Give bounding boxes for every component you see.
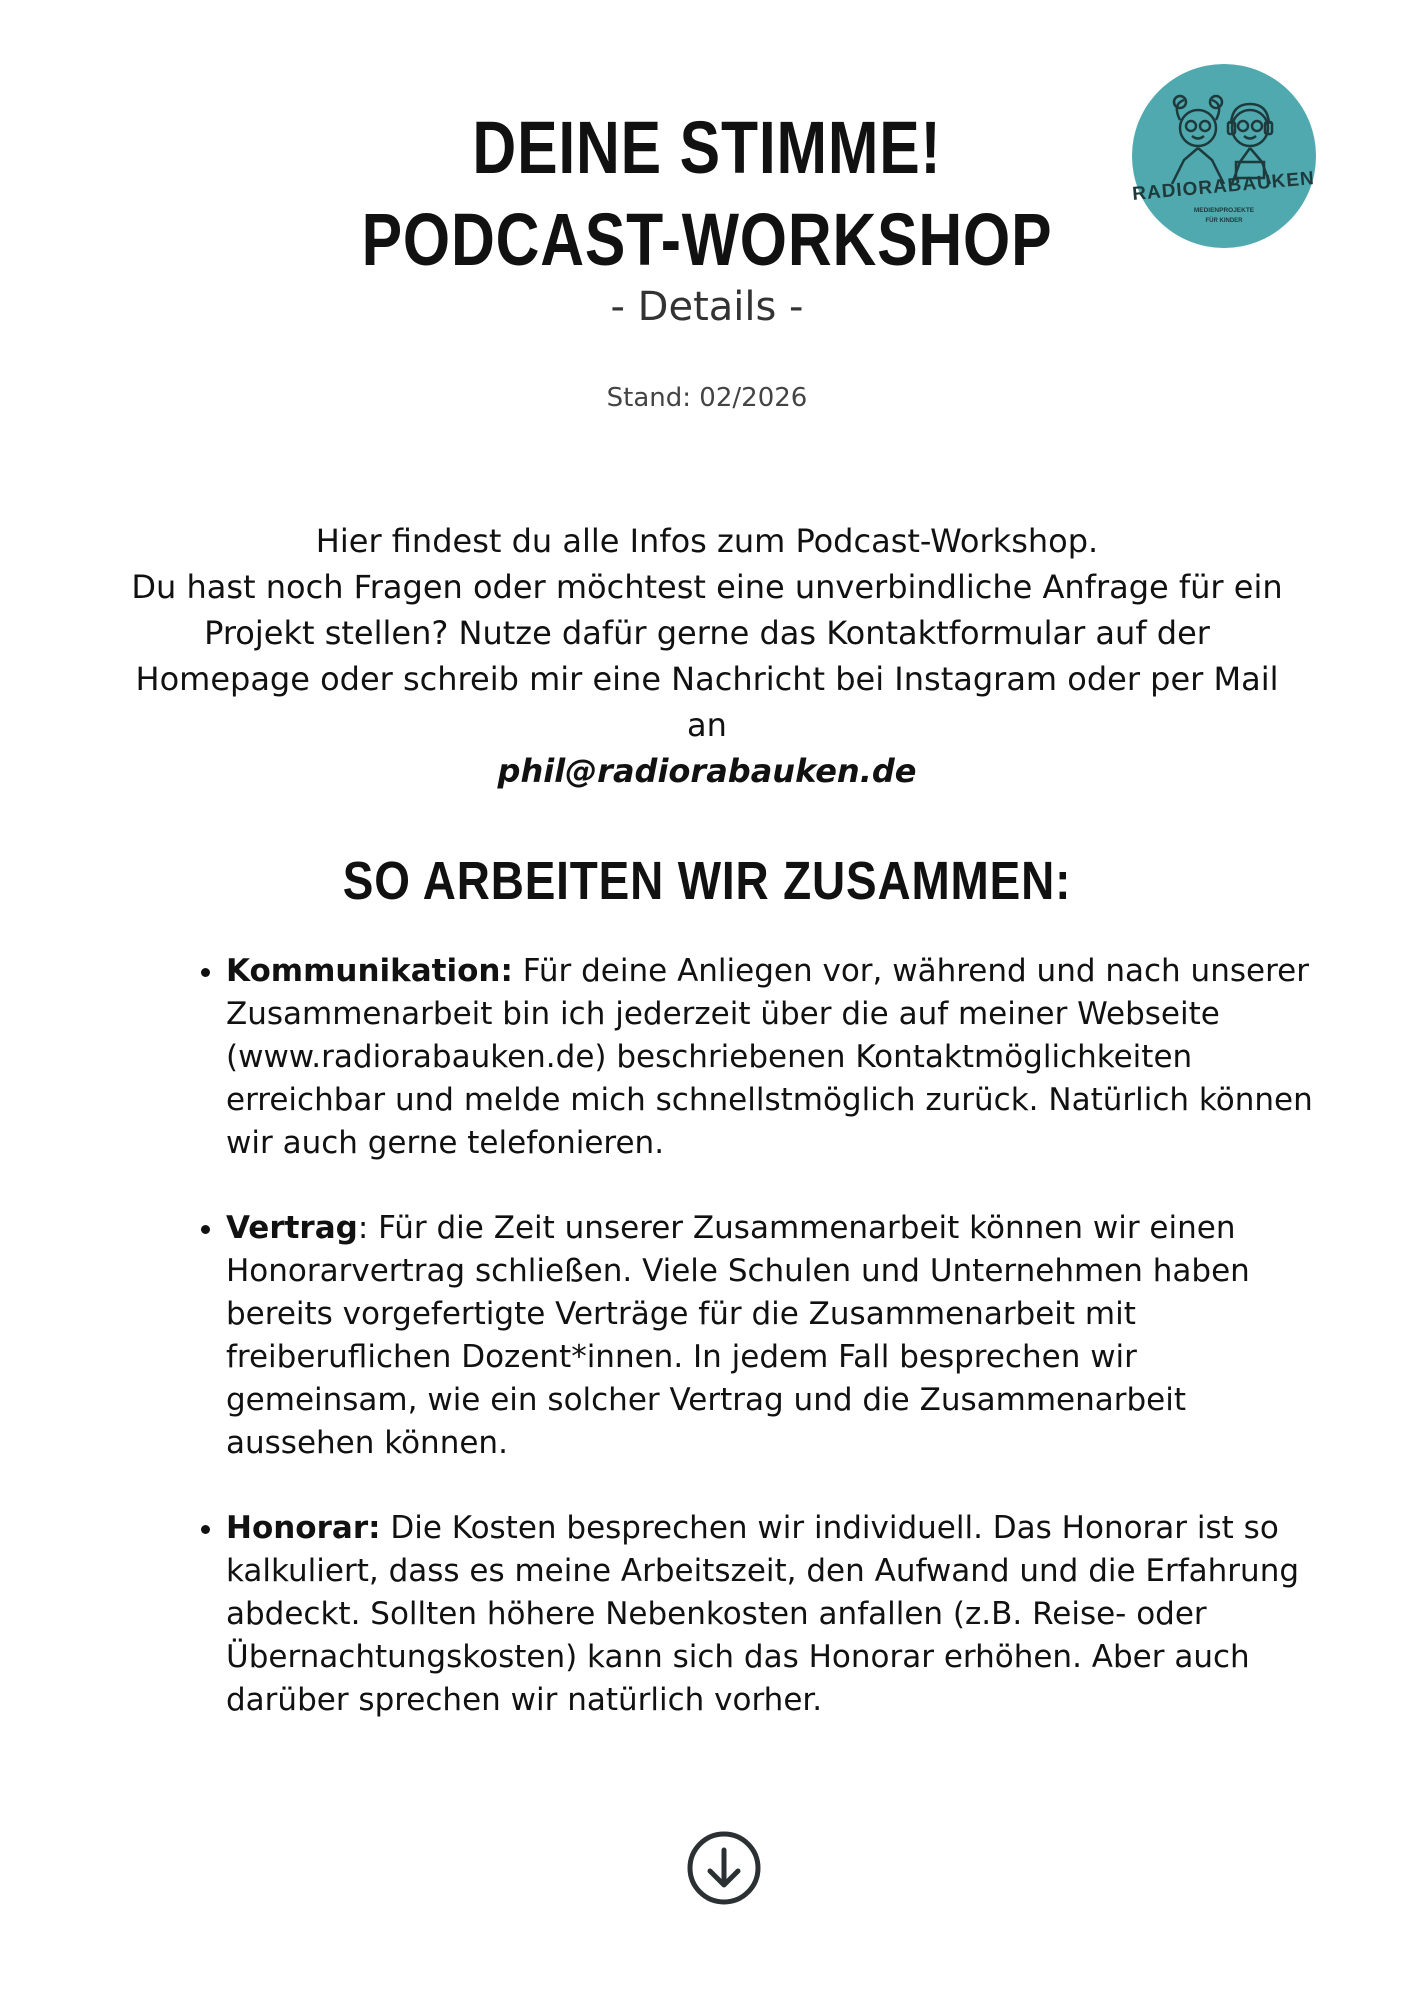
logo-tagline1-text: MEDIENPROJEKTE — [1193, 207, 1255, 214]
radiorabauken-logo — [1132, 64, 1316, 248]
list-item-contract — [226, 1207, 1336, 1465]
version-date: Stand: 02/2026 — [606, 383, 808, 413]
logo-brand-text: RADIORABAUKEN — [1132, 168, 1316, 205]
intro-line1: Hier findest du alle Infos zum Podcast-Workshop. — [315, 522, 1099, 560]
list-item-fee — [226, 1507, 1336, 1722]
section-heading: SO ARBEITEN WIR ZUSAMMEN: — [342, 851, 1072, 911]
list-item-label: Honorar: — [226, 1510, 381, 1546]
list-item-communication — [226, 950, 1336, 1165]
email-link[interactable]: phil@radiorabauken.de — [497, 752, 917, 790]
page-title-line1: DEINE STIMME! — [472, 106, 942, 189]
list-item-label: Vertrag — [226, 1210, 358, 1246]
list-item-text: : Für die Zeit unserer Zusammenarbeit können wir einen Honorarvertrag schließen. Viele Schulen und Unternehmen haben bereits vorgefertigte Verträge für die Zusammenarbeit mit freiberuflichen Dozent*innen. In jedem Fall besprechen wir gemeinsam, wie ein solcher Vertrag und die Zusammenarbeit aussehen können. — [226, 1210, 1250, 1461]
list-item-label: Kommunikation: — [226, 953, 513, 989]
page-title-line2: PODCAST-WORKSHOP — [361, 198, 1053, 281]
list-item-text: Für deine Anliegen vor, während und nach unserer Zusammenarbeit bin ich jederzeit über die auf meiner Webseite (www.radiorabauken.de) beschriebenen Kontaktmöglichkeiten erreichbar und melde mich schnellstmöglich zurück. Natürlich können wir auch gerne telefonieren. — [226, 953, 1313, 1161]
collaboration-list — [180, 950, 1336, 1764]
intro-line2: Du hast noch Fragen oder möchtest eine unverbindliche Anfrage für ein Projekt stellen? Nutze dafür gerne das Kontaktformular auf der Homepage oder schreib mir eine Nachricht bei Instagram oder per Mail an — [131, 568, 1283, 744]
list-item-text: Die Kosten besprechen wir individuell. Das Honorar ist so kalkuliert, dass es meine Arbeitszeit, den Aufwand und die Erfahrung abdeckt. Sollten höhere Nebenkosten anfallen (z.B. Reise- oder Übernachtungskosten) kann sich das Honorar erhöhen. Aber auch darüber sprechen wir natürlich vorher. — [226, 1510, 1300, 1718]
arrow-down-circle-icon[interactable] — [686, 1830, 762, 1906]
intro-text — [120, 518, 1294, 794]
page-subtitle: - Details - — [610, 284, 804, 330]
logo-tagline2-text: FÜR KINDER — [1205, 218, 1243, 224]
